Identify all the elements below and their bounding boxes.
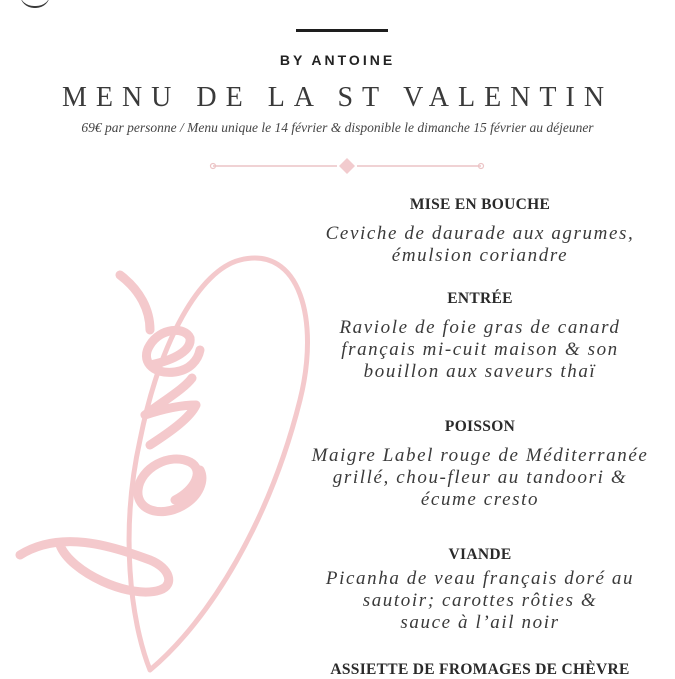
section-description: Maigre Label rouge de Méditerranée grillé, chou-fleur au tandoori & écume cresto: [311, 445, 649, 510]
section-mise-en-bouche: [290, 196, 670, 267]
section-title: POISSON: [444, 418, 516, 435]
menu-title: MENU DE LA ST VALENTIN: [61, 82, 614, 113]
section-viande: [290, 546, 670, 634]
section-poisson: [290, 418, 670, 511]
section-entree: [290, 290, 670, 383]
section-description: Picanha de veau français doré au sautoir; carottes rôties & sauce à l’ail noir: [325, 568, 635, 633]
section-fromages: [290, 661, 670, 679]
by-line: BY ANTOINE: [279, 52, 396, 68]
section-title: MISE EN BOUCHE: [409, 196, 551, 213]
ornamental-divider: [207, 156, 487, 176]
menu-subtitle: 69€ par personne / Menu unique le 14 février & disponible le dimanche 15 février au déjeuner: [81, 120, 594, 135]
top-decorative-stroke: [20, 0, 50, 8]
section-title: ENTRÉE: [447, 290, 513, 307]
section-title: ASSIETTE DE FROMAGES DE CHÈVRE: [330, 661, 630, 678]
section-description: Raviole de foie gras de canard français mi-cuit maison & son bouillon aux saveurs thaï: [339, 317, 621, 382]
love-script-artwork: [0, 200, 340, 675]
header-rule: [296, 29, 388, 32]
section-title: VIANDE: [448, 546, 512, 563]
section-description: Ceviche de daurade aux agrumes, émulsion coriandre: [325, 223, 635, 266]
